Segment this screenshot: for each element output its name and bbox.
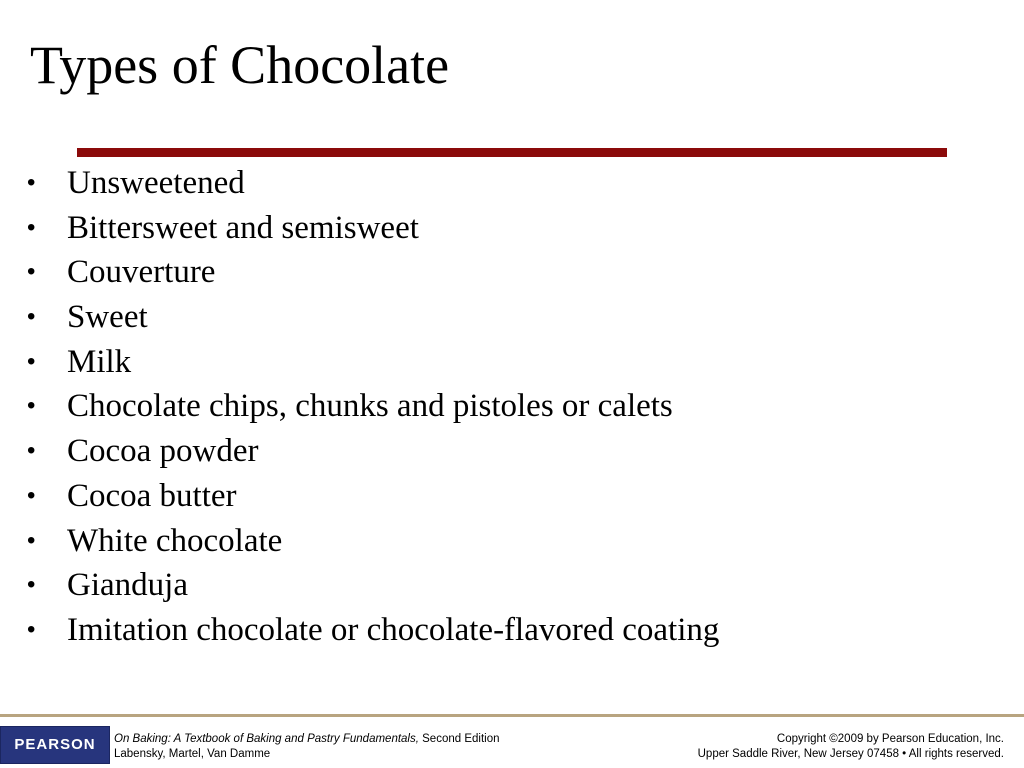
book-authors: Labensky, Martel, Van Damme: [114, 748, 271, 760]
copyright-line: Copyright ©2009 by Pearson Education, Inc.: [776, 733, 1004, 745]
bullet-icon: •: [27, 258, 36, 286]
bullet-icon: •: [27, 303, 36, 331]
bullet-text: Milk: [67, 343, 132, 380]
slide-title: Types of Chocolate: [30, 35, 450, 95]
bullet-text: Unsweetened: [67, 165, 245, 201]
bullet-icon: •: [27, 437, 36, 465]
book-citation: [114, 732, 500, 762]
book-edition: Second Edition: [418, 733, 500, 745]
bullet-icon: •: [27, 615, 36, 643]
copyright-notice: [698, 732, 1004, 762]
pearson-logo: PEARSON: [0, 726, 110, 764]
book-title: On Baking: A Textbook of Baking and Pastry Fundamentals,: [114, 733, 419, 745]
bullet-text: Sweet: [67, 299, 148, 336]
footer-divider: [0, 714, 1024, 717]
bullet-text: Cocoa powder: [67, 433, 259, 470]
bullet-icon: •: [27, 213, 36, 241]
bullet-text: Couverture: [67, 254, 216, 291]
book-title-line: [114, 732, 500, 747]
bullet-icon: •: [27, 481, 36, 509]
bullet-text: Bittersweet and semisweet: [67, 209, 419, 246]
bullet-text: Imitation chocolate or chocolate-flavored coating: [67, 611, 720, 648]
bullet-text: Gianduja: [67, 567, 188, 604]
bullet-text: Cocoa butter: [67, 477, 237, 514]
bullet-icon: •: [27, 526, 36, 554]
address-line: Upper Saddle River, New Jersey 07458 • All rights reserved.: [697, 748, 1004, 760]
bullet-icon: •: [27, 347, 36, 375]
bullet-icon: •: [27, 392, 36, 420]
bullet-icon: •: [27, 571, 36, 599]
title-underline-rule: [77, 148, 947, 157]
bullet-text: Chocolate chips, chunks and pistoles or calets: [67, 388, 673, 425]
bullet-icon: •: [27, 169, 36, 196]
bullet-text: White chocolate: [67, 522, 283, 559]
